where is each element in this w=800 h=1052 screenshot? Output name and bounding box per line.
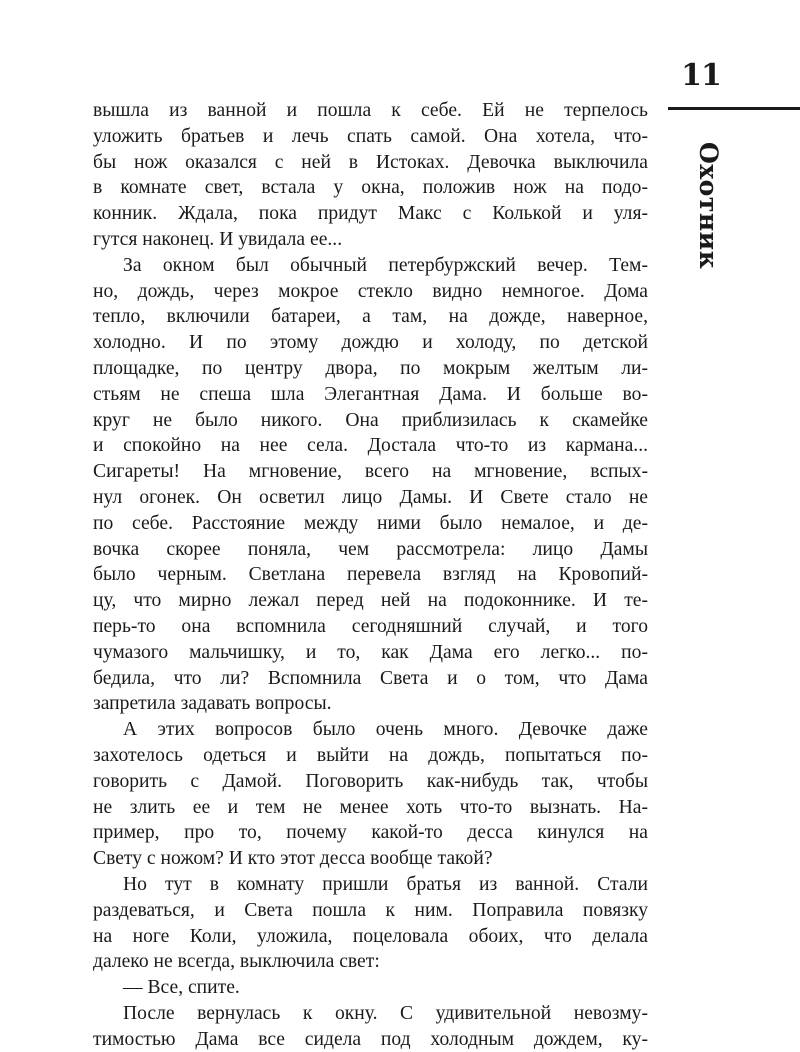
- text-line: цу, что мирно лежал перед ней на подоконнике. И те-: [93, 590, 648, 612]
- text-line: вочка скорее поняла, чем рассмотрела: лицо Дамы: [93, 538, 648, 560]
- text-line: — Все, спите.: [123, 977, 240, 999]
- text-line: в комнате свет, встала у окна, положив нож на подо-: [93, 177, 648, 199]
- text-line: площадке, по центру двора, по мокрым желтым ли-: [93, 357, 648, 379]
- text-line: но, дождь, через мокрое стекло видно немногое. Дома: [93, 280, 648, 302]
- text-line: раздеваться, и Света пошла к ним. Поправила повязку: [93, 899, 648, 921]
- text-line: бедила, что ли? Вспомнила Света и о том, что Дама: [93, 667, 648, 689]
- text-line: Сигареты! На мгновение, всего на мгновение, вспых-: [93, 461, 648, 483]
- text-line: гутся наконец. И увидала ее...: [93, 228, 343, 250]
- text-line: пример, про то, почему какой-то десса кинулся на: [93, 822, 648, 844]
- page-number: 11: [681, 58, 721, 93]
- text-line: стьям не спеша шла Элегантная Дама. И больше во-: [93, 383, 648, 405]
- header-rule: [668, 107, 800, 110]
- text-line: не злить ее и тем не менее хоть что-то вызнать. На-: [93, 796, 648, 818]
- text-line: нул огонек. Он осветил лицо Дамы. И Свете стало не: [93, 486, 648, 508]
- text-line: было черным. Светлана перевела взгляд на Кровопий-: [93, 564, 648, 586]
- text-line: далеко не всегда, выключила свет:: [93, 951, 380, 973]
- text-line: вышла из ванной и пошла к себе. Ей не терпелось: [93, 100, 648, 121]
- text-line: круг не было никого. Она приблизилась к скамейке: [93, 409, 648, 431]
- text-line: и спокойно на нее села. Достала что-то из кармана...: [93, 435, 648, 457]
- text-line: бы нож оказался с ней в Истоках. Девочка выключила: [93, 151, 648, 173]
- text-line: Свету с ножом? И кто этот десса вообще такой?: [93, 848, 493, 870]
- text-line: А этих вопросов было очень много. Девочке даже: [123, 719, 648, 741]
- running-title: Охотник: [694, 142, 723, 270]
- text-line: После вернулась к окну. С удивительной невозму-: [123, 1002, 648, 1024]
- text-line: Но тут в комнату пришли братья из ванной. Стали: [123, 873, 648, 895]
- text-line: конник. Ждала, пока придут Макс с Колькой и уля-: [93, 203, 648, 225]
- text-line: За окном был обычный петербуржский вечер. Тем-: [123, 254, 648, 276]
- text-line: холодно. И по этому дождю и холоду, по детской: [93, 332, 648, 354]
- body-text: [93, 98, 648, 1052]
- text-line: на ноге Коли, уложила, поцеловала обоих, что делала: [93, 925, 648, 947]
- text-line: тимостью Дама все сидела под холодным дождем, ку-: [93, 1028, 648, 1050]
- text-line: говорить с Дамой. Поговорить как-нибудь так, чтобы: [93, 770, 648, 792]
- text-line: запретила задавать вопросы.: [93, 693, 332, 715]
- text-line: уложить братьев и лечь спать самой. Она хотела, что-: [93, 125, 648, 147]
- text-line: по себе. Расстояние между ними было немалое, и де-: [93, 512, 648, 534]
- text-line: тепло, включили батареи, а там, на дожде, наверное,: [93, 306, 648, 328]
- text-line: перь-то она вспомнила сегодняшний случай, и того: [93, 615, 648, 637]
- text-line: захотелось одеться и выйти на дождь, попытаться по-: [93, 744, 648, 766]
- text-line: чумазого мальчишку, и то, как Дама его легко... по-: [93, 641, 648, 663]
